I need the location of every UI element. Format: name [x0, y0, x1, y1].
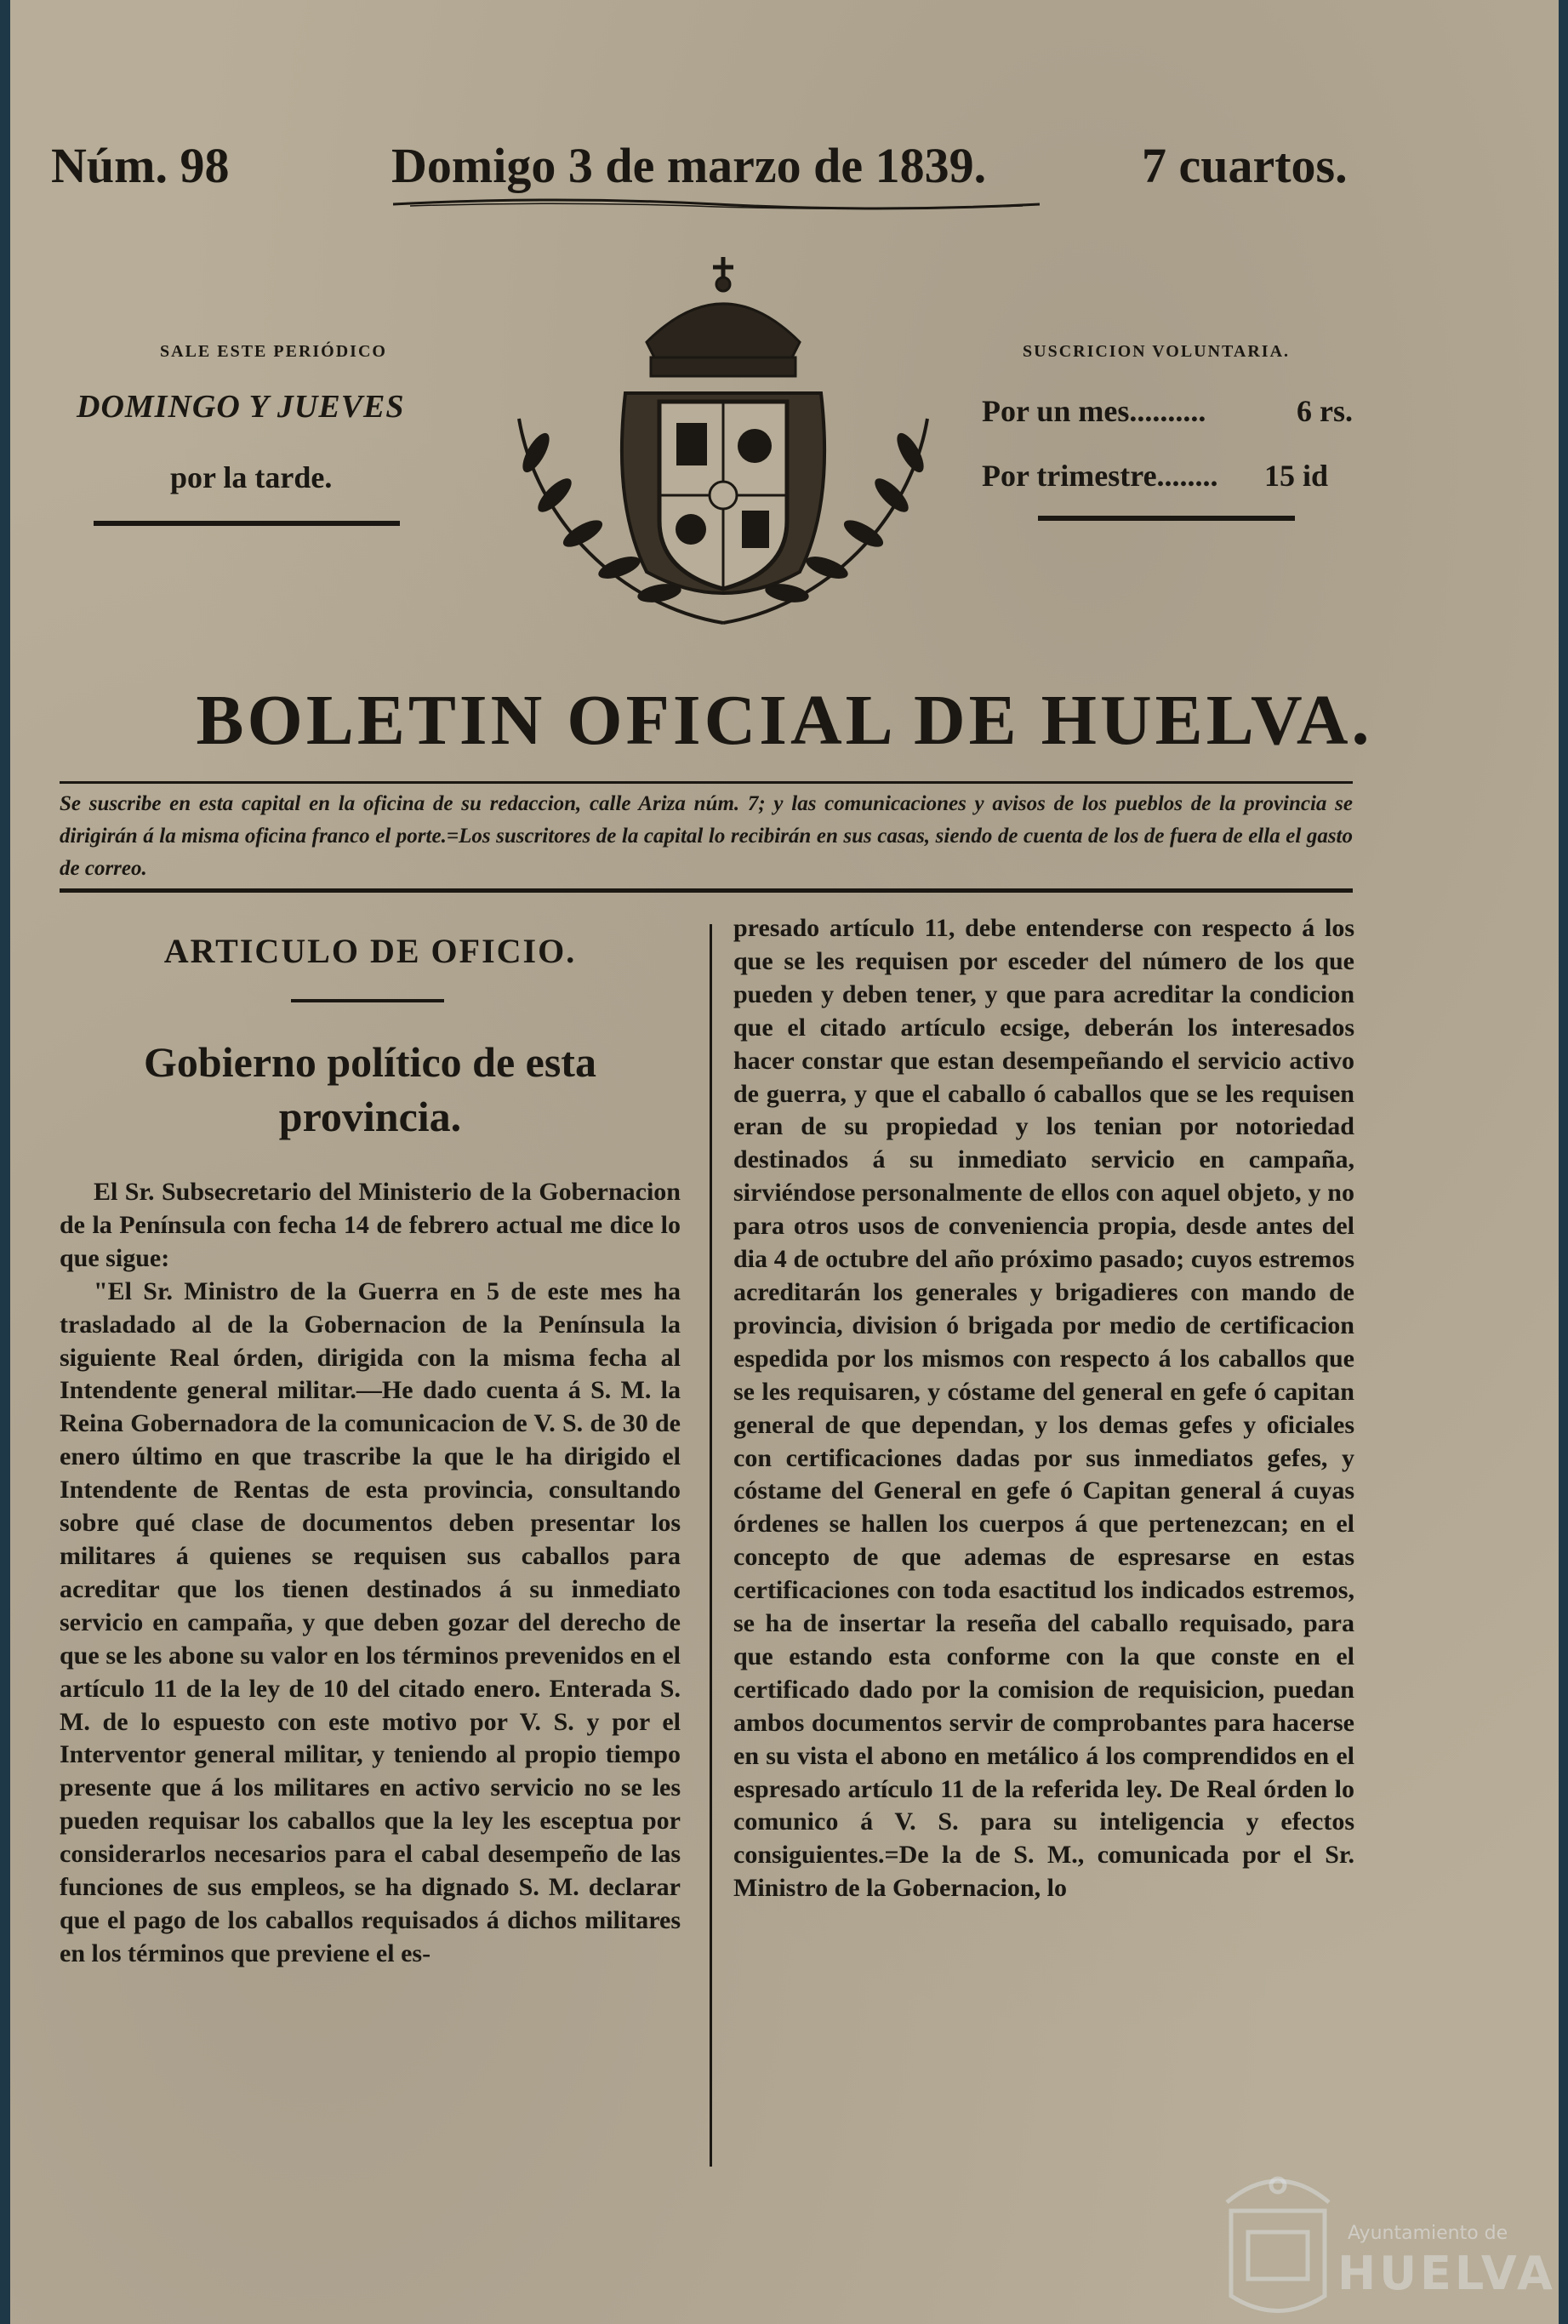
notice-bottom-rule: [60, 888, 1353, 893]
sale-label: SALE ESTE PERIÓDICO: [160, 342, 387, 361]
publication-time: por la tarde.: [170, 460, 333, 494]
price-row-label: Por trimestre........: [982, 459, 1218, 493]
ornamental-rule: [393, 197, 1040, 211]
article-paragraph: "El Sr. Ministro de la Guerra en 5 de este mes ha trasladado al de la Gobernacion de la Península la siguiente Real órden, dirigida con la misma fecha al Intendente general militar.—He dado cuenta á S. M. la Reina Gobernadora de la comunicacion de V. S. de 30 de enero último en que trascribe la que le ha dirigido el Intendente de Rentas de esta provincia, consultando sobre qué clase de documentos deben presentar los militares á quienes se requisen sus caballos para acreditar que los tienen destinados á su inmediato servicio en campaña, y que deben gozar del derecho de que se les abone su valor en los términos prevenidos en el artículo 11 de la ley de 10 del citado enero. Enterada S. M. de lo espuesto con este motivo por V. S. y por el Interventor general militar, y teniendo al propio tiempo presente que á los militares en activo servicio no se les pueden requisar los caballos que la ley les esceptua por considerarlos necesarios para el cabal desempeño de las funciones de sus empleos, se ha dignado S. M. declarar que el pago de los caballos requisados á dichos militares en los términos que previene el es-: [60, 1276, 681, 1967]
article-column-right: [733, 912, 1354, 1905]
notice-top-rule: [60, 781, 1353, 784]
section-subheading: Gobierno político de esta provincia.: [144, 1038, 596, 1140]
newspaper-page: [10, 0, 1559, 2324]
subscription-notice: Se suscribe en esta capital en la oficina de su redaccion, calle Ariza núm. 7; y las comunicaciones y avisos de los pueblos de la provincia se dirigirán á la misma oficina franco el porte.=Los suscritores de la capital lo recibirán en sus casas, siendo de cuenta de los de fuera de ella el gasto de correo.: [60, 792, 1353, 880]
newspaper-title: BOLETIN OFICIAL DE HUELVA.: [196, 681, 1373, 760]
left-divider: [94, 521, 400, 526]
article-paragraph: presado artículo 11, debe entenderse con respecto á los que se les requisen por esceder del número de los que pueden y deben tener, y que para acreditar la condicion que el citado artículo ecsige, deberán los interesados hacer constar que estan desempeñando el servicio activo de guerra, y que el caballo ó caballos que se les requisen eran de su propiedad y los tenian por notoriedad destinados á su inmediato servicio en campaña, sirviéndose personalmente de ellos con aquel objeto, y no para otros usos de conveniencia propia, desde antes del dia 4 de octubre del año próximo pasado; cuyos estremos acreditarán los generales y brigadieres con mando de provincia, division ó brigada por medio de certificacion espedida por los mismos con respecto á los caballos que se les requisaren, y cóstame del general en gefe ó capitan general de que dependan, y los demas gefes y oficiales con certificaciones dadas por sus inmediatos gefes, y cóstame del General en gefe ó Capitan general á cuyas órdenes se hallen los cuerpos á que pertenezcan; en el concepto de que ademas de espresarse en estas certificaciones con toda esactitud los indicados estremos, se ha de insertar la reseña del caballo requisado, para que estando esta conforme con la que conste en el certificado dado por la comision de requisicion, puedan ambos documentos servir de comprobantes para hacerse en su vista el abono en metálico á los comprendidos en el espresado artículo 11 de la referida ley. De Real órden lo comunico á V. S. para su inteligencia y efectos consiguientes.=De la de S. M., comunicada por el Sr. Ministro de la Gobernacion, lo: [733, 914, 1354, 1903]
issue-date: Domigo 3 de marzo de 1839.: [391, 138, 987, 193]
issue-price: 7 cuartos.: [1142, 138, 1348, 193]
price-row-value: 15 id: [1264, 459, 1329, 493]
article-paragraph: El Sr. Subsecretario del Ministerio de la Gobernacion de la Península con fecha 14 de febrero actual me dice lo que sigue:: [60, 1178, 681, 1272]
watermark-name: HUELVA: [1337, 2247, 1556, 2300]
section-heading: ARTICULO DE OFICIO.: [163, 932, 577, 970]
price-row-value: 6 rs.: [1297, 394, 1353, 428]
section-rule: [291, 999, 444, 1002]
price-row-label: Por un mes..........: [982, 394, 1206, 428]
article-column-left: [60, 1176, 681, 1971]
publication-days: DOMINGO Y JUEVES: [77, 389, 405, 425]
coat-of-arms-icon: [476, 248, 970, 640]
subscription-label: SUSCRICION VOLUNTARIA.: [1023, 342, 1291, 361]
issue-number: Núm. 98: [51, 138, 230, 193]
column-divider: [710, 924, 712, 2167]
watermark-caption: Ayuntamiento de: [1348, 2223, 1508, 2244]
right-divider: [1038, 516, 1295, 521]
